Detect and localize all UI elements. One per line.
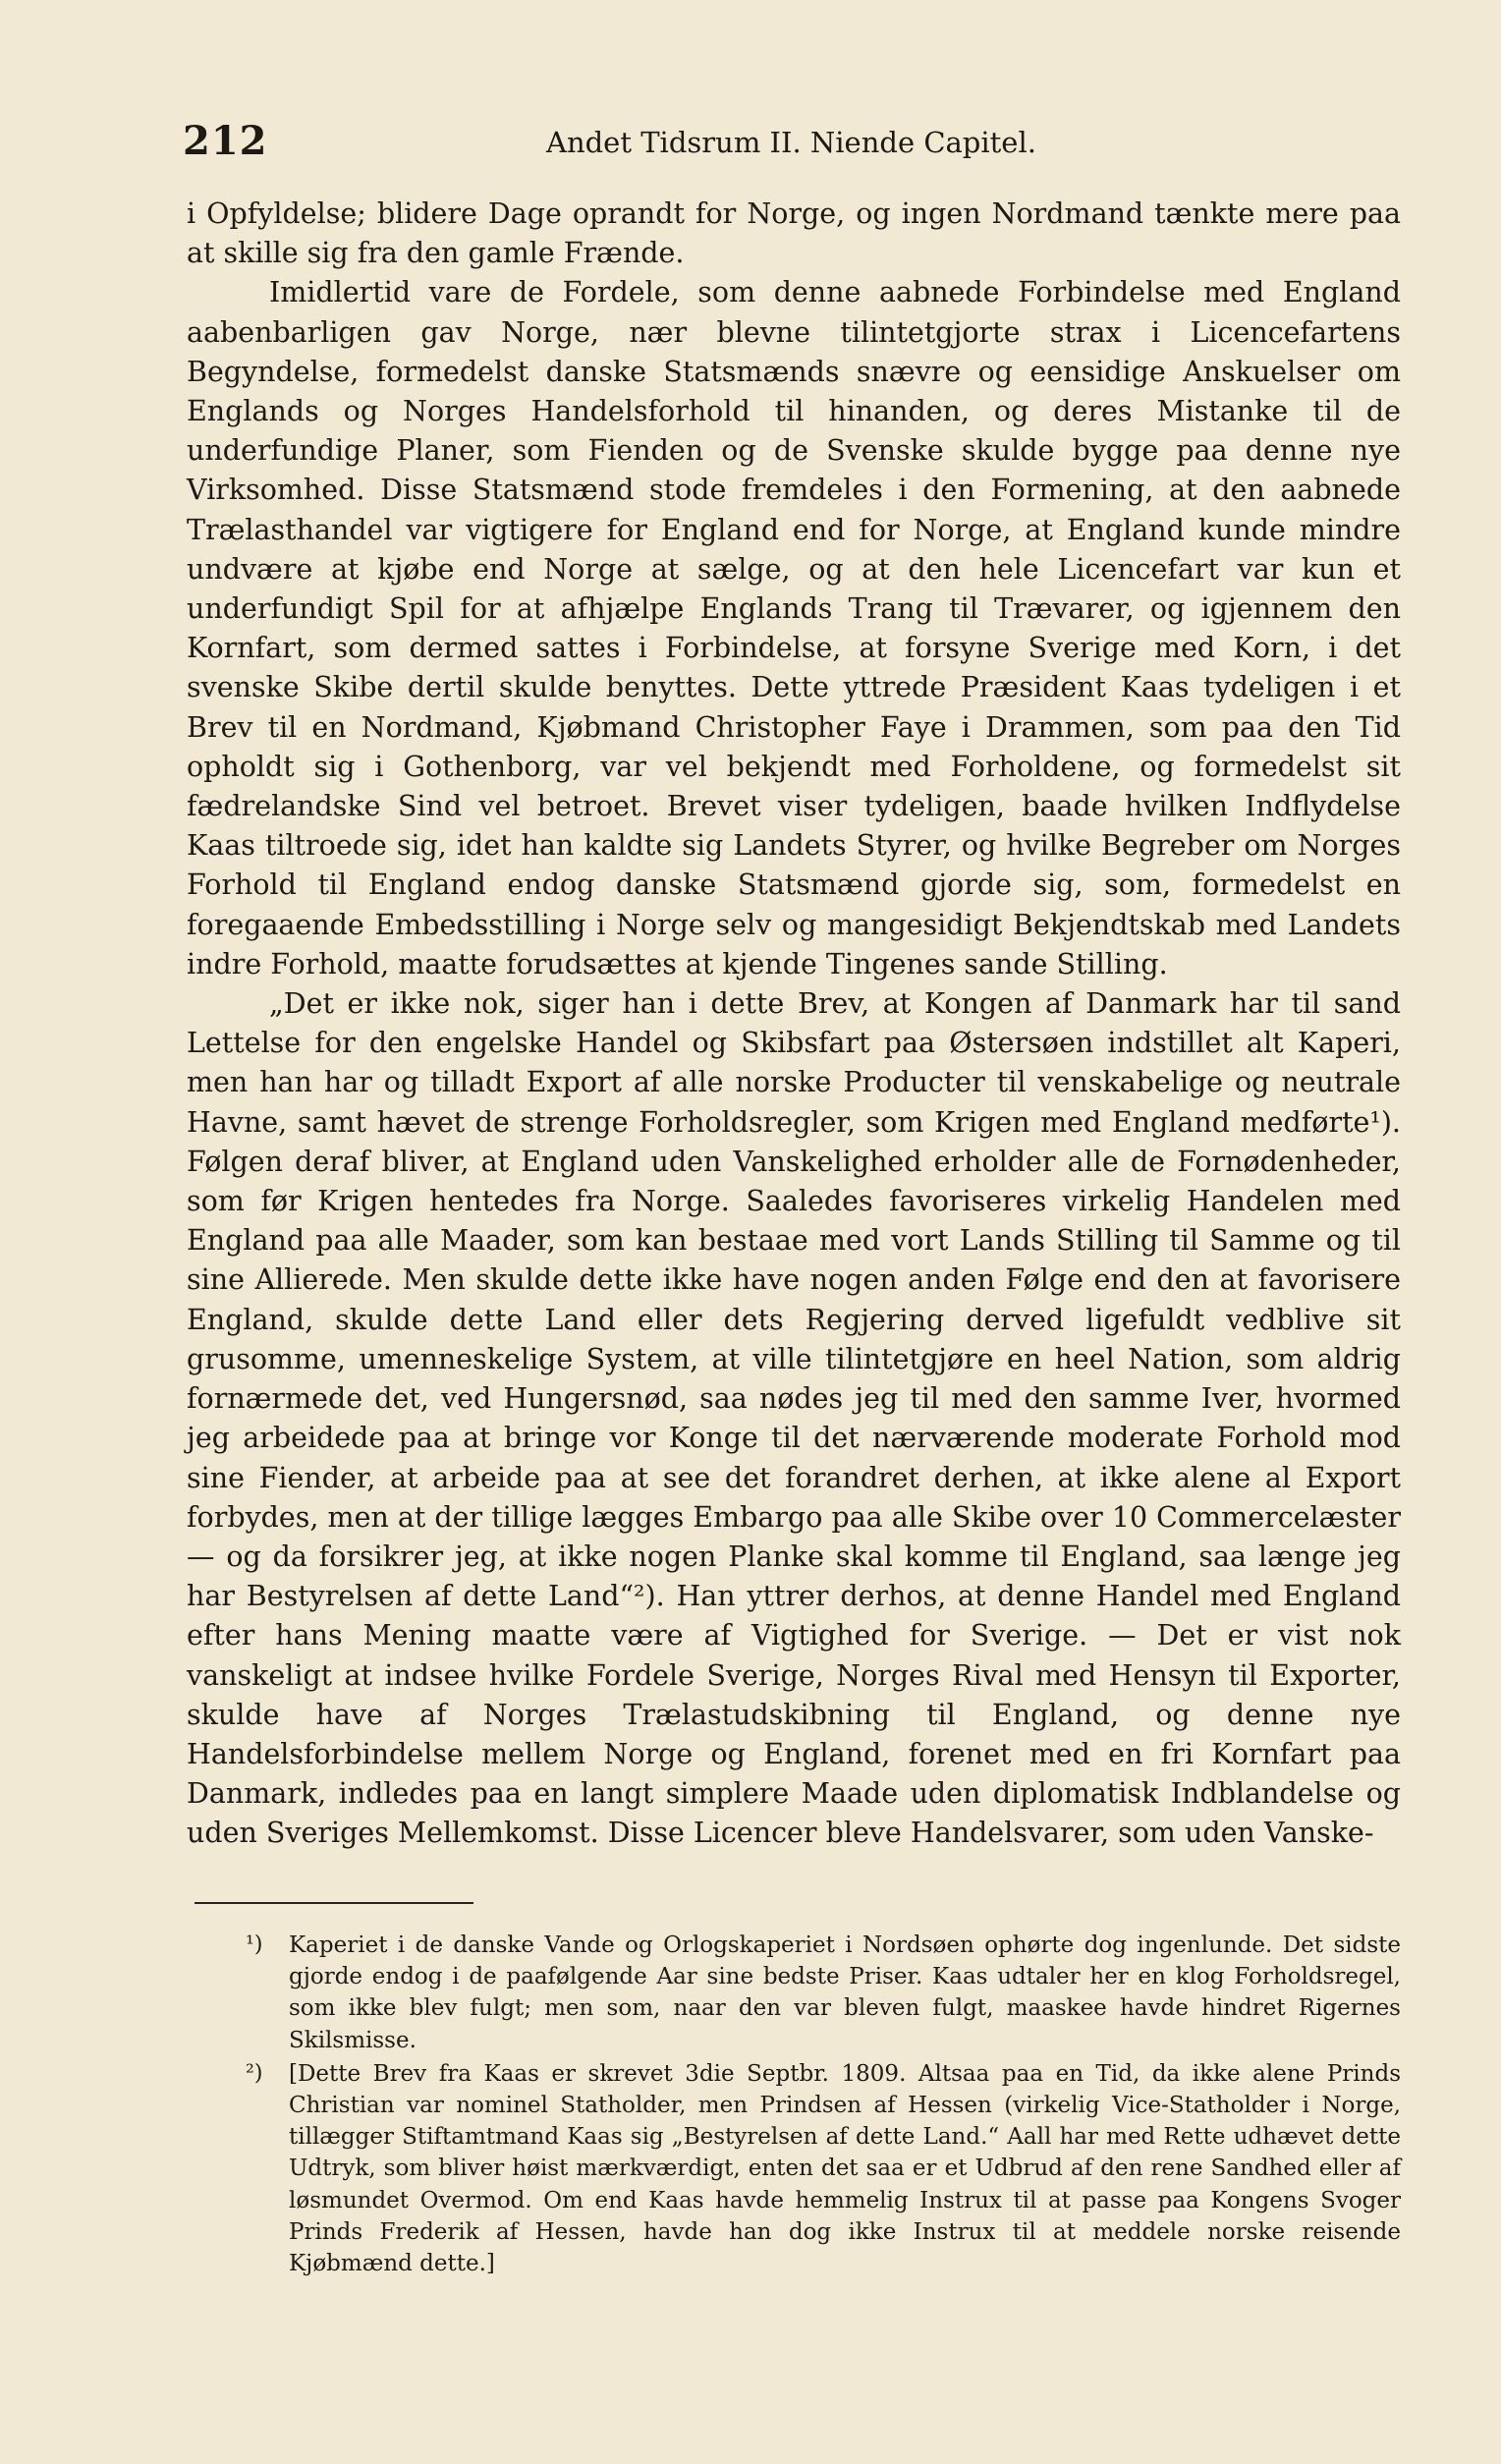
footnote bbox=[242, 1930, 1401, 2056]
paragraph: Imidlertid vare de Fordele, som denne aabnede Forbindelse med England aabenbarligen gav Norge, nær blevne tilintetgjorte strax i Licencefartens Begyndelse, formedelst danske Statsmænds snævre og eensidige Anskuelser om Englands og Norges Handelsforhold til hinanden, og deres Mistanke til de underfundige Planer, som Fienden og de Svenske skulde bygge paa denne nye Virksomhed. Disse Statsmænd stode fremdeles i den Formening, at den aabnede Trælasthandel var vigtigere for England end for Norge, at England kunde mindre undvære at kjøbe end Norge at sælge, og at den hele Licencefart var kun et underfundigt Spil for at afhjælpe Englands Trang til Trævarer, og igjennem den Kornfart, som dermed sattes i Forbindelse, at forsyne Sverige med Korn, i det svenske Skibe dertil skulde benyttes. Dette yttrede Præsident Kaas tydeligen i et Brev til en Nordmand, Kjøbmand Christopher Faye i Drammen, som paa den Tid opholdt sig i Gothenborg, var vel bekjendt med Forholdene, og formedelst sit fædrelandske Sind vel betroet. Brevet viser tydeligen, baade hvilken Indflydelse Kaas tiltroede sig, idet han kaldte sig Landets Styrer, og hvilke Begreber om Norges Forhold til England endog danske Statsmænd gjorde sig, som, formedelst en foregaaende Embedsstilling i Norge selv og mangesidigt Bekjendtskab med Landets indre Forhold, maatte forudsættes at kjende Tingenes sande Stilling. bbox=[187, 276, 1401, 980]
page-number: 212 bbox=[183, 118, 268, 164]
running-head: Andet Tidsrum II. Niende Capitel. bbox=[546, 126, 1036, 159]
footnote bbox=[242, 2058, 1401, 2279]
footnote-number: ²) bbox=[246, 2060, 263, 2086]
body-text bbox=[187, 195, 1401, 1854]
paragraph-continuation: i Opfyldelse; blidere Dage oprandt for Norge, og ingen Nordmand tænkte mere paa at skille sig fra den gamle Frænde. bbox=[187, 197, 1401, 270]
paragraph-quote: „Det er ikke nok, siger han i dette Brev, at Kongen af Danmark har til sand Lettelse for den engelske Handel og Skibsfart paa Østersøen indstillet alt Kaperi, men han har og tilladt Export af alle norske Producter til venskabelige og neutrale Havne, samt hævet de strenge Forholdsregler, som Krigen med England medførte¹). Følgen deraf bliver, at England uden Vanskelighed erholder alle de Fornødenheder, som før Krigen hentedes fra Norge. Saaledes favoriseres virkelig Handelen med England paa alle Maader, som kan bestaae med vort Lands Stilling til Samme og til sine Allierede. Men skulde dette ikke have nogen anden Følge end den at favorisere England, skulde dette Land eller dets Regjering derved ligefuldt vedblive sit grusomme, umenneskelige System, at ville tilintetgjøre en heel Nation, som aldrig fornærmede det, ved Hungersnød, saa nødes jeg til med den samme Iver, hvormed jeg arbeidede paa at bringe vor Konge til det nærværende moderate Forhold mod sine Fiender, at arbeide paa at see det forandret derhen, at ikke alene al Export forbydes, men at der tillige lægges Embargo paa alle Skibe over 10 Commercelæster — og da forsikrer jeg, at ikke nogen Planke skal komme til England, saa længe jeg har Bestyrelsen af dette Land“²). Han yttrer derhos, at denne Handel med England efter hans Mening maatte være af Vigtighed for Sverige. — Det er vist nok vanskeligt at indsee hvilke Fordele Sverige, Norges Rival med Hensyn til Exporter, skulde have af Norges Trælastudskibning til England, og denne nye Handelsforbindelse mellem Norge og England, forenet med en fri Kornfart paa Danmark, indledes paa en langt simplere Maade uden diplomatisk Indblandelse og uden Sveriges Mellemkomst. Disse Licencer bleve Handelsvarer, som uden Vanske- bbox=[187, 987, 1401, 1850]
page-header bbox=[183, 110, 1401, 173]
footnote-text: Kaperiet i de danske Vande og Orlogskaperiet i Nordsøen ophørte dog ingenlunde. Det sidste gjorde endog i de paafølgende Aar sine bedste Priser. Kaas udtaler her en klog Forholdsregel, som ikke blev fulgt; men som, naar den var bleven fulgt, maaskee havde hindret Rigernes Skilsmisse. bbox=[289, 1932, 1401, 2053]
footnote-text: [Dette Brev fra Kaas er skrevet 3die Septbr. 1809. Altsaa paa en Tid, da ikke alene Prinds Christian var nominel Statholder, men Prindsen af Hessen (virkelig Vice-Statholder i Norge, tillægger Stiftamtmand Kaas sig „Bestyrelsen af dette Land.“ Aall har med Rette udhævet dette Udtryk, som bliver høist mærkværdigt, enten det saa er et Udbrud af den rene Sandhed eller af løsmundet Overmod. Om end Kaas havde hemmelig Instrux til at passe paa Kongens Svoger Prinds Frederik af Hessen, havde han dog ikke Instrux til at meddele norske reisende Kjøbmænd dette.] bbox=[289, 2060, 1401, 2277]
footnote-number: ¹) bbox=[246, 1932, 263, 1957]
footnote-divider bbox=[195, 1902, 473, 1904]
footnotes bbox=[242, 1930, 1401, 2281]
